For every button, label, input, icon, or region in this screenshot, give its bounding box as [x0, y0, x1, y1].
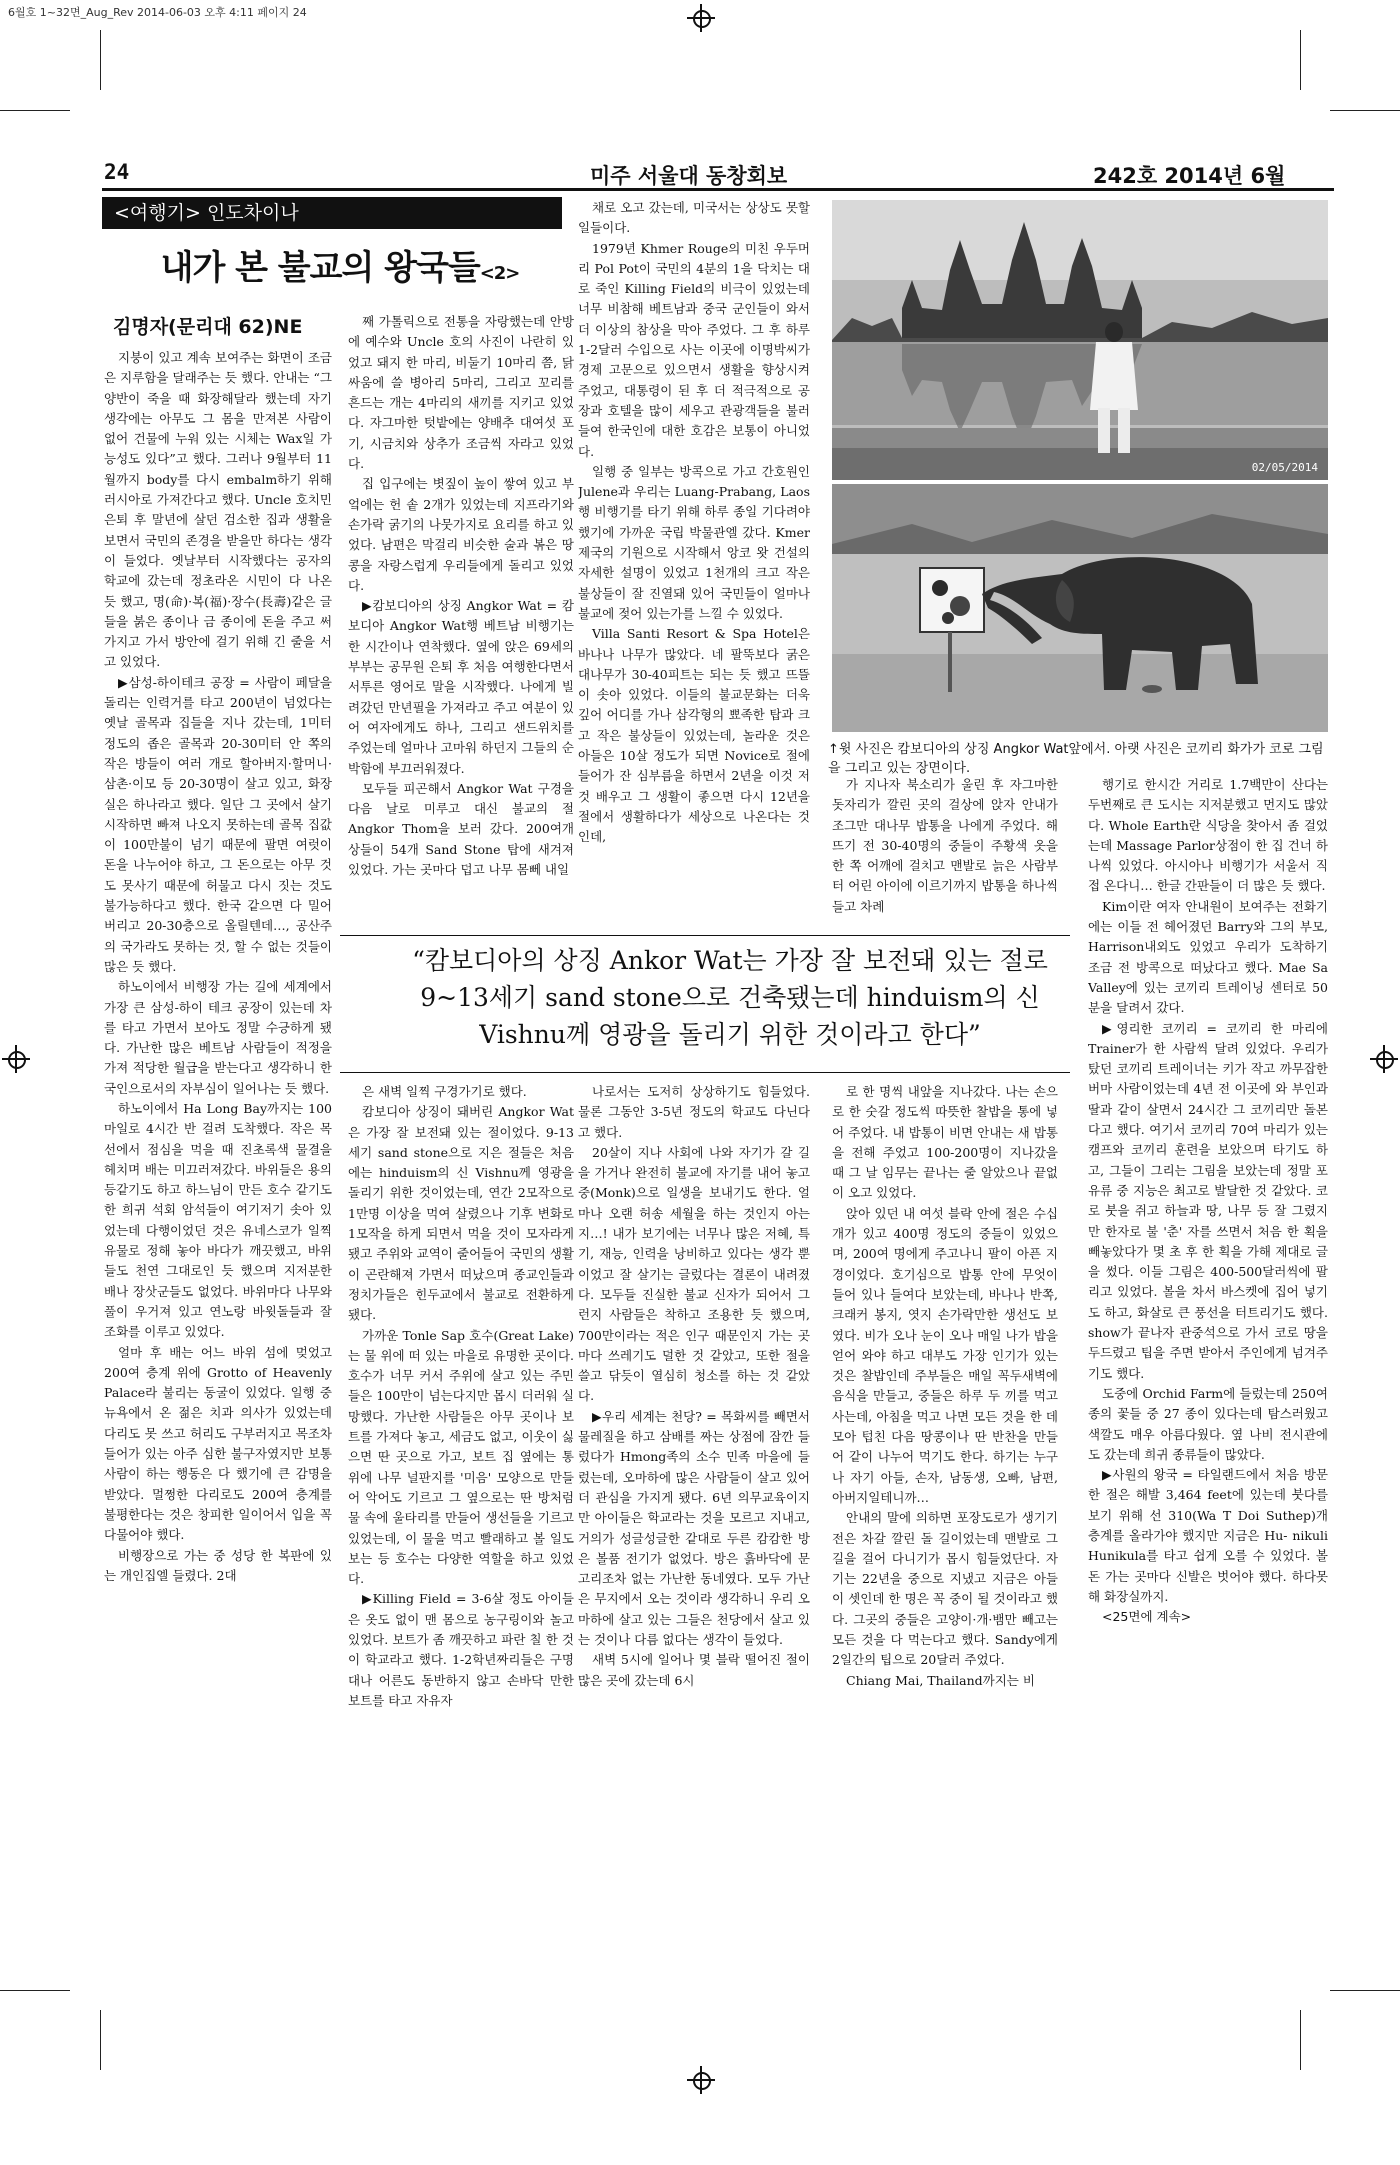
photo-caption: ↑윗 사진은 캄보디아의 상징 Angkor Wat앞에서. 아랫 사진은 코끼리 화가가 코로 그림을 그리고 있는 장면이다.	[828, 742, 1324, 776]
paragraph: 채로 오고 갔는데, 미국서는 상상도 못할 일들이다.	[578, 200, 810, 236]
paragraph: ▶캄보디아의 상징 Angkor Wat = 캄보디아 Angkor Wat행 베트남 비행기는 한 시간이나 연착했다. 옆에 앉은 69세의 부부는 공무원 은퇴 후 처음 여행한다면서 서투른 영어로 말을 시작했다. 나에게 빌려갔던 만년필을 가져라고 주고 여분이 있어 여자에게도 하나, 그리고 샌드위치를 주었는데 얼마나 고마워 하던지 그들의 순박함에 부끄러워졌다.	[348, 598, 574, 776]
crop-mark	[0, 1990, 70, 1991]
paragraph: 은 새벽 일찍 구경가기로 했다.	[362, 1084, 527, 1099]
paragraph: ▶삼성-하이테크 공장 = 사람이 페달을 돌리는 인력거를 타고 200년이 넘었다는 옛날 골목과 집들을 지나 갔는데, 1미터 정도의 좁은 골목과 20-30미터 안 쪽의 작은 방들이 여러 개로 할아버지·할머니·삼촌·이모 등 20-30명이 살고 있고, 화장실은 하나라고 했다. 일단 그 곳에서 살기 시작하면 빠져 나오지 못하는데 골목 집값이 100만불이 넘기 때문에 팔면 여럿이 돈을 나누어야 하고, 그 돈으로는 아무 것도 못사기 때문에 허물고 다시 짓는 것도 불가능하다고 했다. 한국 같으면 다 밀어 버리고 20-30층으로 올릴텐데…, 공산주의 국가라도 못하는 것, 할 수 없는 것들이 많은 듯 했다.	[104, 674, 332, 974]
registration-mark-icon	[687, 4, 715, 32]
text-column-7	[578, 1082, 810, 1812]
article-title-part: <2>	[479, 263, 520, 284]
paragraph: 모두들 피곤해서 Angkor Wat 구경을 다음 날로 미루고 대신 불교의 절 Angkor Thom을 보러 갔다. 200여개 상들이 54개 Sand Stone 탑에 새겨져 있었다. 가는 곳마다 덥고 나무 몸뻬 내일	[348, 780, 574, 878]
paragraph: 째 가톨릭으로 전통을 자랑했는데 안방에 예수와 Uncle 호의 사진이 나란히 있었고 돼지 한 마리, 비둘기 10마리 쯤, 닭싸움에 쓸 병아리 5마리, 그리고 꼬리를 흔드는 개는 4마리의 새끼를 지키고 있었다. 자그마한 텃밭에는 양배추 대여섯 포기, 시금치와 상추가 조금씩 자라고 있었다.	[348, 314, 574, 472]
paragraph: 집 입구에는 볏짚이 높이 쌓여 있고 부엌에는 헌 솥 2개가 있었는데 지프라기와 손가락 굵기의 나뭇가지로 요리를 하고 있었다. 남편은 막걸리 비슷한 술과 볶은 땅콩을 자랑스럽게 우리들에게 돌리고 있었다.	[348, 476, 574, 593]
elephant-illustration	[832, 484, 1328, 732]
article-author: 김명자(문리대 62)NE	[113, 316, 303, 338]
section-tag: <여행기> 인도차이나	[102, 197, 562, 229]
crop-mark	[1330, 110, 1400, 111]
paragraph: 하노이에서 비행장 가는 길에 세계에서 가장 큰 삼성-하이 테크 공장이 있는데 차를 타고 가면서 보아도 정말 수긍하게 됐다. 가난한 많은 베트남 사람들이 적정을 가져 적당한 월급을 받는다고 생각하니 한국인으로서의 자부심이 일어나는 듯 했다.	[104, 979, 332, 1096]
angkor-wat-photo	[832, 200, 1328, 480]
text-column-4	[832, 775, 1058, 930]
crop-mark	[100, 30, 101, 90]
paragraph: 하노이에서 Ha Long Bay까지는 100마일로 4시간 반 걸려 도착했다. 작은 목선에서 점심을 먹을 때 진초록색 물결을 헤치며 배는 미끄러져갔다. 바위들은 용의 등같기도 하고 하느님이 만든 호수 같기도 한 희귀 석회 암석들이 여기저기 솟아 있었는데 다행이었던 것은 유네스코가 일찍 유물로 정해 놓아 바다가 깨끗했고, 바위들도 천연 그대로인 듯 했으며 지저분한 배나 장삿군들도 없었다. 바위마다 나무와 풀이 우거져 있고 연노랑 바윗돌들과 잘 조화를 이루고 있었다.	[104, 1100, 332, 1340]
text-column-6	[348, 1082, 574, 1812]
crop-mark	[0, 110, 70, 111]
paragraph: 비행장으로 가는 중 성당 한 복판에 있는 개인집엘 들렸다. 2대	[104, 1547, 332, 1583]
photo-timestamp: 02/05/2014	[1251, 461, 1318, 474]
article-title	[120, 240, 560, 289]
paragraph: 로 한 명씩 내앞을 지나갔다. 나는 손으로 한 숫갈 정도씩 따뜻한 찰밥을 통에 넣어 주었다. 내 밥통이 비면 안내는 새 밥통을 전해 주었고 100-200명이 지나갔을 때 그 날 임무는 끝나는 줄 알았으나 끝없이 오고 있었다.	[832, 1084, 1058, 1201]
crop-mark	[100, 2010, 101, 2070]
registration-mark-icon	[2, 1045, 30, 1073]
paragraph: 앉아 있던 내 여섯 블락 안에 절은 수십개가 있고 400명 정도의 중들이 있었으며, 200여 명에게 주고나니 팔이 아픈 지경이었다. 호기심으로 밥통 안에 무엇이 들어 있나 들여다 보았는데, 바나나 반쪽, 크래커 봉지, 엿지 손가락만한 생선도 보였다. 비가 오나 눈이 오나 매일 나가 밥을 얻어 와야 하고 대부도 가장 인기가 있는 것은 찰밥인데 주부들은 매일 꼭두새벽에 음식을 만들고, 중들은 하루 두 끼를 먹고 사는데, 아침을 먹고 나면 모든 것을 한 데 모아 텁친 다음 땅콩이나 딴 반찬을 만들어 같이 나누어 먹기도 한다. 하기는 누구나 자기 아들, 손자, 남동생, 오빠, 남편, 아버지일테니까…	[832, 1205, 1058, 1505]
text-column-2	[348, 312, 574, 930]
text-column-1	[104, 348, 332, 1856]
elephant-painting-photo	[832, 484, 1328, 732]
paragraph: 도중에 Orchid Farm에 들렀는데 250여 종의 꽃들 중 27 종이 있다는데 탐스러웠고 색깔도 매우 아름다웠다. 옆 나비 전시관에도 갔는데 희귀 종류들이 많았다.	[1088, 1385, 1328, 1462]
registration-mark-icon	[1370, 1045, 1398, 1073]
print-info: 6월호 1~32면_Aug_Rev 2014-06-03 오후 4:11 페이지 24	[8, 6, 307, 19]
paragraph: 가까운 Tonle Sap 호수(Great Lake)는 물 위에 떠 있는 마을로 유명한 곳이다. 호수가 너무 커서 주위에 살고 있는 주민들은 100만이 넘는다지만 몹시 더러워 실망했다. 가난한 사람들은 아무 곳이나 보트를 가져다 놓고, 세금도 없고, 이웃이 싫으면 딴 곳으로 가고, 보트 집 옆에는 통 위에 나무 널판지를 '미음' 모양으로 만들어 악어도 기르고 그 옆으로는 딴 방처럼 물 속에 울타리를 만들어 생선들을 기르고 있었는데, 이 물을 먹고 빨래하고 볼 일도 보는 등 호수는 다양한 역할을 하고 있었다.	[348, 1327, 574, 1587]
paragraph: Chiang Mai, Thailand까지는 비	[846, 1672, 1035, 1688]
text-column-5	[1088, 775, 1328, 2165]
crop-mark	[1330, 1990, 1400, 1991]
text-column-3	[578, 198, 810, 930]
paragraph: 1979년 Khmer Rouge의 미친 우두머리 Pol Pot이 국민의 4분의 1을 닥치는 대로 죽인 Killing Field의 비극이 있었는데 너무 비참해 베트남과 중국 군인들이 와서 더 이상의 참상을 막아 주었다. 그 후 하루 1-2달러 수입으로 사는 이곳에 이명박씨가 경제 고문으로 있으면서 생활을 향상시켜 주었고, 대통령이 된 후 더 적극적으로 공장과 호텔을 많이 세우고 관광객들을 불러들여 한국인에 대한 호감은 보통이 아니었다.	[578, 240, 810, 459]
angkor-wat-illustration	[832, 200, 1328, 480]
issue-info: 242호 2014년 6월	[1093, 164, 1286, 188]
continued-note: <25면에 계속>	[1102, 1609, 1192, 1625]
publication-name: 미주 서울대 동창회보	[590, 164, 788, 188]
paragraph: 새벽 5시에 일어나 몇 블락 떨어진 절이 많은 곳에 갔는데 6시	[578, 1652, 810, 1688]
page-number: 24	[104, 160, 130, 184]
paragraph: 20살이 지나 사회에 나와 자기가 갈 길을 가거나 완전히 불교에 자기를 내어 놓고 중(Monk)으로 일생을 보내기도 한다. 얼마나 오랜 허송 세월을 하는 것인지 아는지…! 내가 보기에는 너무나 많은 저혜, 특기, 재능, 인력을 낭비하고 있다는 생각 뿐이었고 잘 살기는 글렀다는 결론이 내려졌다. 모두들 진실한 불교 신자가 되어서 그런지 사람들은 착하고 조용한 듯 했으며, 700만이라는 적은 인구 때문인지 가는 곳마다 쓰레기도 덜한 것 같았고, 또한 절을 쓸고 닦듯이 열심히 청소를 하는 것 같았다.	[578, 1144, 810, 1404]
header-rule	[102, 188, 1334, 191]
text-column-8	[832, 1082, 1058, 1812]
paragraph: Villa Santi Resort & Spa Hotel은 바나나 나무가 많았다. 네 팔뚝보다 굵은 대나무가 30-40피트는 되는 듯 했고 뜨뜰이 솟아 있었다. 이들의 불교문화는 더욱 깊어 어디를 가나 삼각형의 뾰족한 탑과 크고 작은 불상들이 있었는데, 놀라운 것은 아들은 10살 정도가 되면 Novice로 절에 들어가 잔 심부름을 하면서 2년을 이것 저것 배우고 그 생활이 좋으면 다시 12년을 절에서 생활하다가 세상으로 나온다는 것인데,	[578, 626, 810, 845]
paragraph: 캄보디아 상징이 돼버린 Angkor Wat은 가장 잘 보전돼 있는 절이었다. 9-13 세기 sand stone으로 지은 절들은 처음에는 hinduism의 신 Vishnu께 영광을 돌리기 위한 것이었는데, 연간 2모작으로 1만명 이상을 먹여 살렸으나 기후 변화로 1모작을 하게 되면서 먹을 것이 모자라게 됐고 주위와 교역이 줄어들어 국민의 생활이 곤란해져 가면서 떠났으며 종교인들과 정치가들은 힌두교에서 불교로 전환하게 됐다.	[348, 1104, 574, 1323]
crop-mark	[1300, 30, 1301, 90]
paragraph: ▶사원의 왕국 = 타일랜드에서 처음 방문한 절은 해발 3,464 feet에 있는데 붓다를 보기 위해 선 310(Wa T Doi Suthep)개 층계를 올라가야 했지만 지금은 Hu- nikuli Hunikula를 타고 쉽게 오를 수 있었다. 볼 돈 가는 곳마다 신발은 벗어야 했다. 하다못해 화장실까지.	[1088, 1467, 1328, 1604]
registration-mark-icon	[687, 2066, 715, 2094]
paragraph: ▶영리한 코끼리 = 코끼리 한 마리에 Trainer가 한 사람씩 달려 있었다. 우리가 탔던 코끼리 트레이너는 키가 작고 까무잡한 버마 사람이었는데 4년 전 이곳에 와 부인과 딸과 같이 살면서 24시간 그 코끼리만 돌본다고 했다. 여기서 코끼리 70여 마리가 있는 캠프와 코끼리 훈련을 보았으며 타기도 하고, 그들이 그리는 그림을 보았는데 정말 포유류 중 지능은 최고로 발달한 것 같았다. 코로 붓을 쥐고 하늘과 땅, 나무 등 잘 그렸지만 한자로 불 '춘' 자를 쓰면서 처음 한 획을 빼놓았다가 몇 초 후 한 획을 가해 제대로 글을 썼다. 이들 그림은 400-500달러씩에 팔리고 있었다. 볼을 차서 바스켓에 집어 넣기도 하고, 화살로 큰 풍선을 터트리기도 했다. show가 끝나자 관중석으로 가서 코로 땅을 두드렸고 팁을 주면 받아서 주인에게 넘겨주기도 했다.	[1088, 1020, 1328, 1381]
paragraph: 가 지나자 북소리가 울린 후 자그마한 돗자리가 깔린 곳의 걸상에 앉자 안내가 조그만 대나무 밥통을 나에게 주었다. 해뜨기 전 30-40명의 중들이 주황색 옷을 한 쪽 어깨에 걸치고 맨발로 늙은 사람부터 어린 아이에 이르기까지 밥통을 하나씩 들고 차례	[832, 777, 1058, 914]
paragraph: 일행 중 일부는 방콕으로 가고 간호원인 Julene과 우리는 Luang-Prabang, Laos행 비행기를 타기 위해 하루 종일 기다려야 했기에 가까운 국립 박물관엘 갔다. Kmer제국의 기원으로 시작해서 앙코 왓 건설의 자세한 설명이 있었고 1천개의 크고 작은 불상들이 잘 진열돼 있어 국민들이 얼마나 불교에 젖어 있는가를 느낄 수 있었다.	[578, 463, 810, 621]
paragraph: ▶Killing Field = 3-6살 정도 아이들은 옷도 없이 맨 몸으로 농구링이와 놀고 있었다. 보트가 좀 깨끗하고 파란 칠 한 것이 학교라고 했다. 1-2학년짜리들은 구명대나 어른도 동반하지 않고 손바닥 만한 보트를 타고 자유자	[348, 1591, 574, 1708]
paragraph: Kim이란 여자 안내원이 보여주는 전화기에는 이들 전 헤어졌던 Barry와 그의 부모, Harrison내외도 있었고 우리가 도착하기 조금 전 방콕으로 떠났다고 했다. Mae Sa Valley에 있는 코끼리 트레이닝 센터로 50분을 달려서 갔다.	[1088, 898, 1328, 1016]
paragraph: ▶우리 세계는 천당? = 목화씨를 빼면서 물레질을 하고 삼배를 짜는 상점에 잠깐 들렀다가 Hmong족의 소수 민족 마을에 들렀는데, 오마하에 많은 사람들이 살고 있어 더 관심을 가지게 됐다. 6년 의무교육이지만 아이들은 학교라는 것을 모르고 지내고, 거의가 성글성글한 같대로 두른 캄캄한 방은 볼품 전기가 없었다. 방은 흙바닥에 문고리조차 없는 가난한 동네였다. 모두 가난은 무지에서 오는 것이라 생각하니 우리 오마하에 살고 있는 그들은 천당에서 살고 있는 것이나 다름 없다는 생각이 들었다.	[578, 1408, 810, 1648]
pull-quote-rule-top	[340, 935, 1070, 936]
paragraph: 행기로 한시간 거리로 1.7백만이 산다는 두번째로 큰 도시는 지저분했고 먼지도 많았다. Whole Earth란 식당을 찾아서 좀 걸었는데 Massage Parlor상점이 한 집 건너 하나씩 있었다. 아시아나 비행기가 서울서 직접 온다니… 한글 간판들이 더 많은 듯 했다.	[1088, 777, 1328, 894]
pull-quote-rule-bottom	[340, 1072, 1070, 1073]
article-title-main: 내가 본 불교의 왕국들	[160, 248, 480, 288]
paragraph: 지붕이 있고 계속 보여주는 화면이 조금은 지루함을 달래주는 듯 했다. 안내는 “그 양반이 죽을 때 화장해달라 했는데 자기 생각에는 아무도 그 몸을 만져본 사람이 없어 건물에 누워 있는 시체는 Wax일 가능성도 있다”고 했다. 그러나 9월부터 11월까지 body를 다시 embalm하기 위해 러시아로 가져간다고 했다. Uncle 호치민 은퇴 후 말년에 살던 검소한 집과 생활을 보면서 국민의 존경을 받을만 하다는 생각이 들었다. 옛날부터 시작했다는 공자의 학교에 갔는데 정초라온 시민이 다 나온 듯 했고, 명(命)·복(福)·장수(長壽)같은 글들을 붉은 종이나 금 종이에 돈을 주고 써 가지고 가서 방안에 걸기 위해 긴 줄을 서고 있었다.	[104, 350, 332, 670]
pull-quote: “캄보디아의 상징 Ankor Wat는 가장 잘 보전돼 있는 절로 9~13세기 sand stone으로 건축됐는데 hinduism의 신 Vishnu께 영광을 돌리기 위한 것이라고 한다”	[412, 946, 1048, 1049]
paragraph: 나로서는 도저히 상상하기도 힘들었다. 물론 그동안 3-5년 정도의 학교도 다닌다고 했다.	[578, 1084, 810, 1140]
paragraph: 안내의 말에 의하면 포장도로가 생기기 전은 차갈 깔린 돌 길이었는데 맨발로 그 길을 걸어 다니기가 몹시 힘들었단다. 자기는 22년을 중으로 지냈고 지금은 아들이 셋인데 한 명은 꼭 중이 될 것이라고 했다. 그곳의 중들은 고양이·개·뱀만 빼고는 모든 것을 다 먹는다고 했다. Sandy에게 2일간의 팁으로 20달러 주었다.	[832, 1510, 1058, 1668]
paragraph: 얼마 후 배는 어느 바위 섬에 멎었고 200여 층계 위에 Grotto of Heavenly Palace라 불리는 동굴이 있었다. 일행 중 뉴욕에서 온 젊은 치과 의사가 있었는데 다리도 못 쓰고 허리도 구부러지고 목조차 들어가 있는 아주 심한 불구자였지만 보통사람이 하는 행동은 다 했기에 큰 감명을 받았다. 멀쩡한 다리로도 200여 층계를 불평한다는 것은 창피한 일이어서 입을 꼭 다물어야 했다.	[104, 1344, 332, 1543]
